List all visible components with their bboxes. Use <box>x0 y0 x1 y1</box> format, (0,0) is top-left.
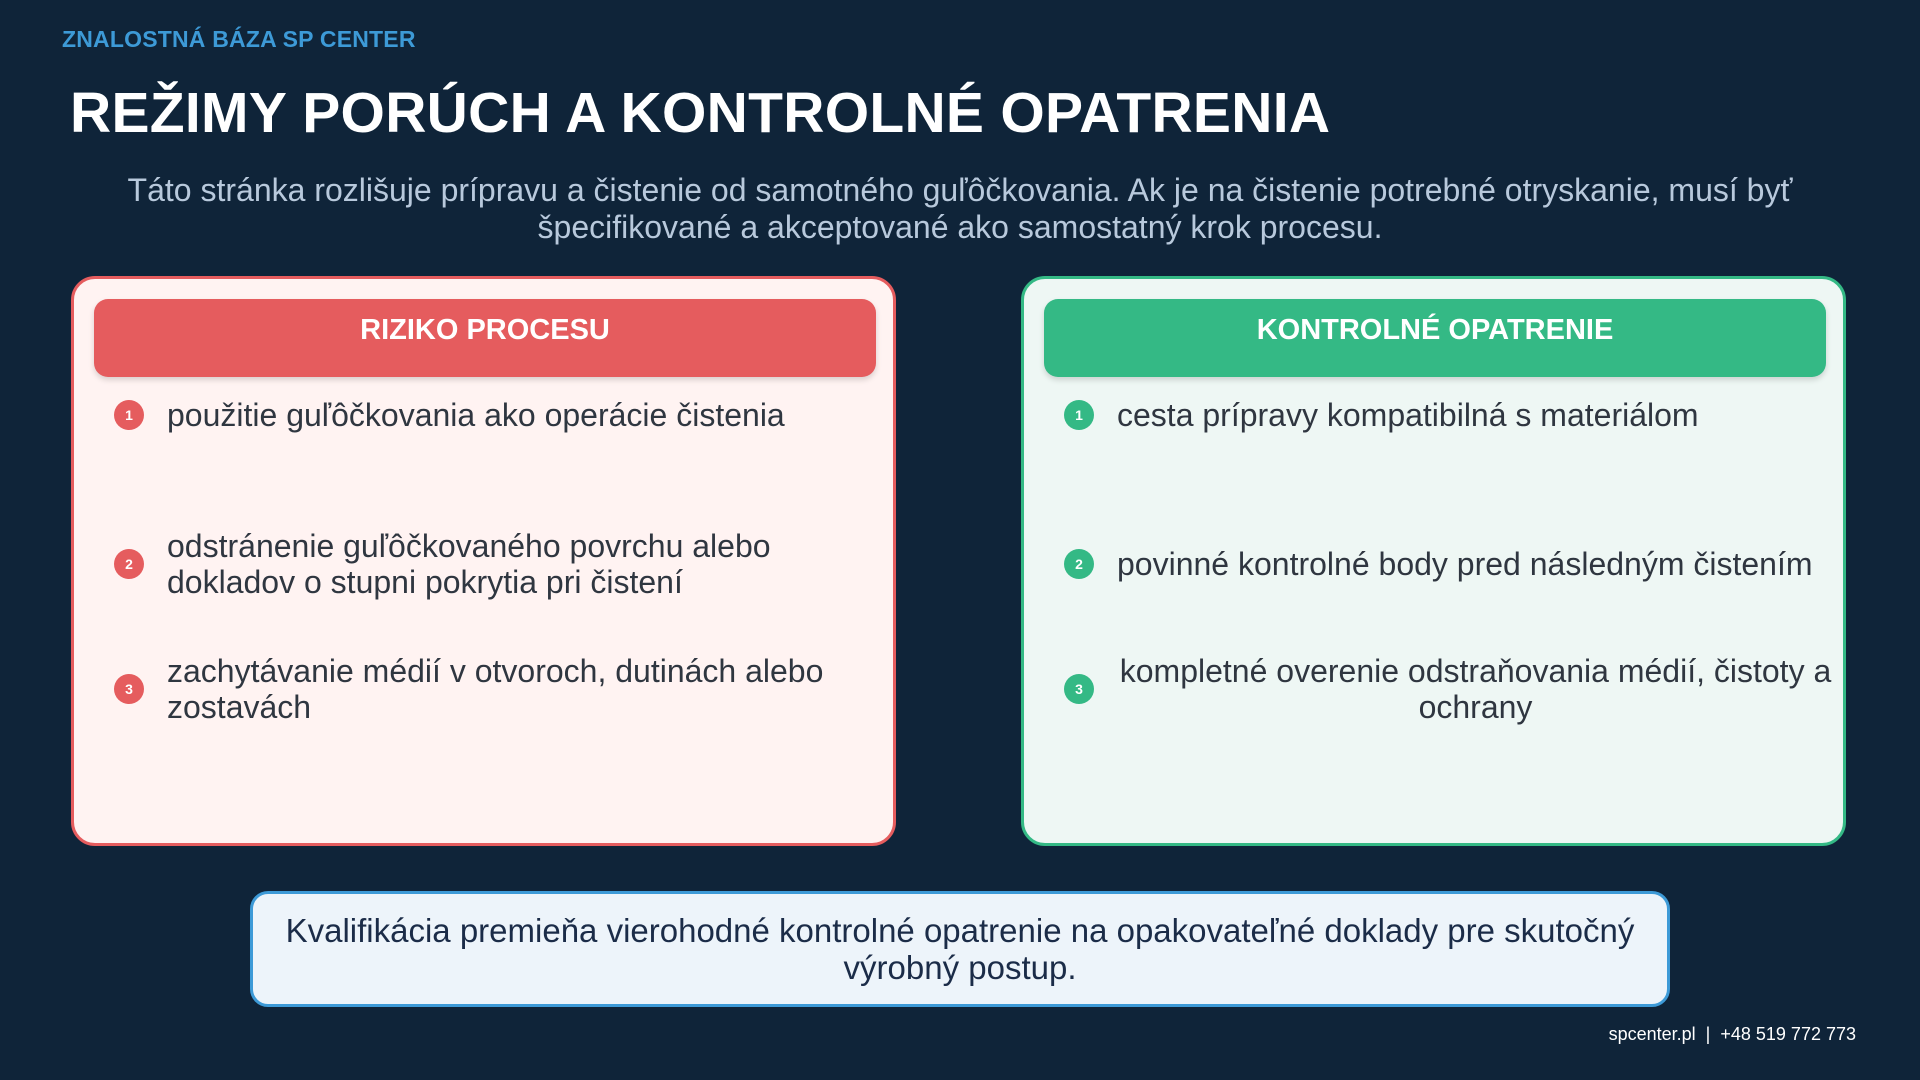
number-badge: 1 <box>114 400 144 430</box>
number-badge: 1 <box>1064 400 1094 430</box>
control-panel <box>1021 276 1846 846</box>
phone-text: +48 519 772 773 <box>1720 1024 1856 1044</box>
risk-panel <box>71 276 896 846</box>
website-text: spcenter.pl <box>1608 1024 1696 1044</box>
risk-item-text: zachytávanie médií v otvoroch, dutinách alebo zostavách <box>167 653 824 725</box>
control-item-text: cesta prípravy kompatibilná s materiálom <box>1117 397 1699 433</box>
number-badge: 3 <box>1064 674 1094 704</box>
risk-item-1 <box>114 397 874 433</box>
control-item-2 <box>1064 546 1824 582</box>
page-subtitle: Táto stránka rozlišuje prípravu a čistenie od samotného guľôčkovania. Ak je na čistenie potrebné otryskanie, musí byť špecifikované a akceptované ako samostatný krok procesu. <box>127 172 1793 245</box>
control-item-text: kompletné overenie odstraňovania médií, čistoty a ochrany <box>1119 653 1832 725</box>
knowledge-base-label: ZNALOSTNÁ BÁZA SP CENTER <box>62 26 416 52</box>
qualification-callout: Kvalifikácia premieňa vierohodné kontrolné opatrenie na opakovateľné doklady pre skutočný výrobný postup. <box>250 891 1670 1007</box>
control-panel-heading: KONTROLNÉ OPATRENIE <box>1044 299 1826 377</box>
number-badge: 2 <box>114 549 144 579</box>
risk-panel-heading: RIZIKO PROCESU <box>94 299 876 377</box>
number-badge: 2 <box>1064 549 1094 579</box>
risk-item-text: použitie guľôčkovania ako operácie čistenia <box>167 397 785 433</box>
risk-item-text: odstránenie guľôčkovaného povrchu alebo dokladov o stupni pokrytia pri čistení <box>167 528 771 600</box>
contact-info <box>1609 1024 1856 1045</box>
risk-item-3 <box>114 653 874 725</box>
number-badge: 3 <box>114 674 144 704</box>
control-item-text: povinné kontrolné body pred následným čistením <box>1117 546 1813 582</box>
page-title: REŽIMY PORÚCH A KONTROLNÉ OPATRENIA <box>70 81 1331 145</box>
control-item-3 <box>1064 653 1834 725</box>
contact-separator: | <box>1705 1024 1711 1044</box>
risk-item-2 <box>114 528 874 600</box>
control-item-1 <box>1064 397 1824 433</box>
